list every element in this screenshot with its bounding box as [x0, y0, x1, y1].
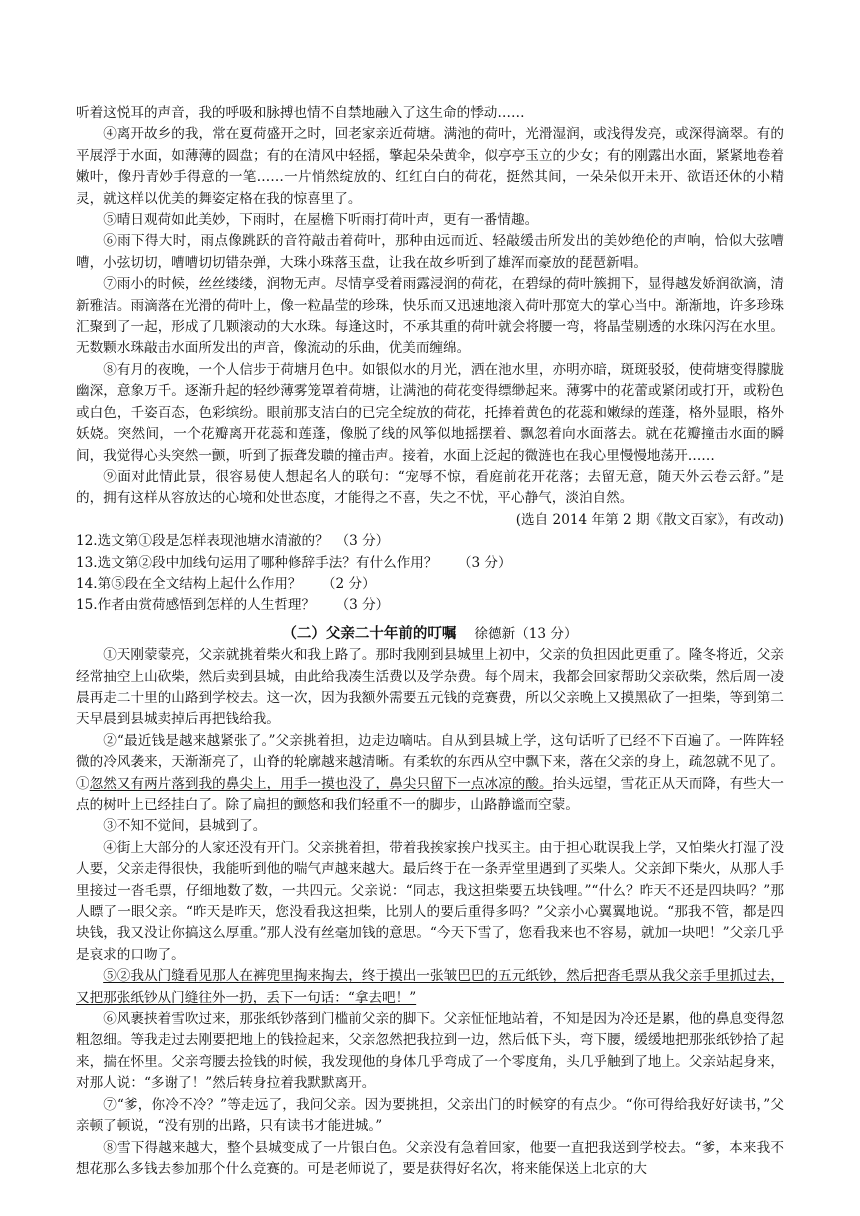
section2-title: （二）父亲二十年前的叮嘱 — [282, 625, 457, 642]
underlined-sentence-1: 忽然又有两片落到我的鼻尖上，用手一摸也没了，鼻尖只留下一点冰凉的酸。 — [89, 775, 553, 792]
passage1-paragraph-5: ⑤晴日观荷如此美妙，下雨时，在屋檐下听雨打荷叶声，更有一番情趣。 — [103, 212, 539, 229]
passage1-source-note: (选自 2014 年第 2 期《散文百家》，有改动) — [515, 511, 784, 528]
question-12: 12.选文第①段是怎样表现池塘水清澈的？ （3 分） — [76, 533, 390, 550]
passage1-paragraph-9: ⑨面对此情此景，很容易使人想起名人的联句：“宠辱不惊，看庭前花开花落；去留无意，随天外云卷云舒。”是的，拥有这样从容放达的心境和处世态度，才能得之不喜，失之不忧，平心静气，淡泊自然。 — [76, 468, 784, 507]
underlined-sentence-2-part-2: 终于摸出一张皱巴巴的五元纸钞，然后把沓毛票从我父亲手里抓过去，又把那张纸钞从门缝往外一扔，丢下一句话：“拿去吧！” — [76, 968, 784, 1006]
question-15: 15.作者由赏荷感悟到怎样的人生哲理？ （3 分） — [76, 597, 390, 614]
passage2-paragraph-2-end: 抬头远望，雪花正从天而降，有些大一点的树叶上已经挂白了。除了扁担的颤悠和我们轻重不一的脚步，山路静谧而空蒙。 — [76, 775, 785, 813]
passage2-paragraph-3: ③不知不觉间，县城到了。 — [103, 818, 267, 835]
section2-heading — [76, 624, 784, 645]
passage2-paragraph-5 — [76, 966, 784, 1009]
passage1-paragraph-continued: 听着这悦耳的声音，我的呼吸和脉搏也情不自禁地融入了这生命的悸动…… — [76, 105, 525, 121]
passage1-paragraph-6: ⑥雨下得大时，雨点像跳跃的音符敲击着荷叶，那种由远而近、轻敲缓击所发出的美妙绝伦的声响，恰似大弦嘈嘈，小弦切切，嘈嘈切切错杂弹，大珠小珠落玉盘，让我在故乡听到了雄浑而豪放的琵琶新唱。 — [76, 233, 784, 271]
passage1-paragraph-8: ⑧有月的夜晚，一个人信步于荷塘月色中。如银似水的月光，洒在池水里，亦明亦暗，斑斑驳驳，使荷塘变得朦胧幽深，意象万千。逐渐升起的轻纱薄雾笼罩着荷塘，让满池的荷花变得缥缈起来。薄雾中的花蕾或紧闭或打开，或粉色或白色，千姿百态，色彩缤纷。眼前那支洁白的已完全绽放的荷花，托捧着黄色的花蕊和嫩绿的莲蓬，格外显眼，格外妖娆。突然间，一个花瓣离开花蕊和莲蓬，像脱了线的风筝似地摇摆着、飘忽着向水面落去。就在花瓣撞击水面的瞬间，我觉得心头突然一颤，听到了振聋发聩的撞击声。接着，水面上泛起的微涟也在我心里慢慢地荡开…… — [76, 361, 784, 464]
passage2-paragraph-8: ⑧雪下得越来越大，整个县城变成了一片银白色。父亲没有急着回家，他要一直把我送到学校去。“爹，本来我不想花那么多钱去参加那个什么竞赛的。可是老师说了，要是获得好名次，将来能保送上北京的大 — [76, 1139, 784, 1177]
passage2-paragraph-7: ⑦“爹，你冷不冷？”等走远了，我问父亲。因为要挑担，父亲出门的时候穿的有点少。“你可得给我好好读书，”父亲顿了顿说，“没有别的出路，只有读书才能进城。” — [76, 1096, 784, 1135]
passage2-paragraph-2 — [76, 731, 784, 817]
passage2-paragraph-6: ⑥风裹挟着雪吹过来，那张纸钞落到门槛前父亲的脚下。父亲怔怔地站着，不知是因为冷还是累，他的鼻息变得忽粗忽细。等我走过去刚要把地上的钱捡起来，父亲忽然把我拉到一边，然后低下头，弯下腰，缓缓地把那张纸钞拾了起来，揣在怀里。父亲弯腰去捡钱的时候，我发现他的身体几乎弯成了一个零度角，头几乎触到了地上。父亲站起身来，对那人说：“多谢了！”然后转身拉着我默默离开。 — [76, 1011, 784, 1092]
section2-author-score: 徐德新（13 分） — [474, 625, 578, 642]
passage2-paragraph-2-start: ②“最近钱是越来越紧张了。”父亲挑着担，边走边嘀咕。自从到县城上学，这句话听了已经不下百遍了。一阵阵轻微的冷风袭来，天渐渐亮了，山脊的轮廓越来越清晰。有柔软的东西从空中飘下来，落在父亲的身上，疏忽就不见了。① — [76, 732, 784, 792]
passage2-paragraph-1: ①天刚蒙蒙亮，父亲就挑着柴火和我上路了。那时我刚到县城里上初中，父亲的负担因此更重了。隆冬将近，父亲经常抽空上山砍柴，然后卖到县城，由此给我凑生活费以及学杂费。每个周末，我都会回家帮助父亲砍柴，然后周一凌晨再走二十里的山路到学校去。这一次，因为我额外需要五元钱的竞赛费，所以父亲晚上又摸黑砍了一担柴，等到第二天早晨到县城卖掉后再把钱给我。 — [76, 647, 784, 728]
underlined-sentence-2-part-1: ⑤②我从门缝看见那人在裤兜里掏来掏去， — [103, 968, 362, 985]
passage2-paragraph-4: ④街上大部分的人家还没有开门。父亲挑着担，带着我挨家挨户找买主。由于担心耽误我上学，又怕柴火打湿了没人要，父亲走得很快，我能听到他的喘气声越来越大。最后终于在一条弄堂里遇到了买柴人。父亲卸下柴火，从那人手里接过一沓毛票，仔细地数了数，一共四元。父亲说：“同志，我这担柴要五块钱哩。”“什么？昨天不还是四块吗？”那人瞟了一眼父亲。“昨天是昨天，您没看我这担柴，比别人的要后重得多吗？”父亲小心翼翼地说。“那我不管，都是四块钱，我又没让你搞这么厚重。”那人没有丝毫加钱的意思。“今天下雪了，您看我来也不容易，就加一块吧！”父亲几乎是哀求的口吻了。 — [76, 839, 784, 963]
question-13: 13.选文第②段中加线句运用了哪种修辞手法？有什么作用？ （3 分） — [76, 554, 512, 571]
passage1-paragraph-7: ⑦雨小的时候，丝丝缕缕，润物无声。尽情享受着雨露浸润的荷花，在碧绿的荷叶簇拥下，显得越发娇润欲滴，清新雅洁。雨滴落在光滑的荷叶上，像一粒晶莹的珍珠，快乐而又迅速地滚入荷叶那宽大的掌心当中。渐渐地，许多珍珠汇聚到了一起，形成了几颗滚动的大水珠。每逢这时，不承其重的荷叶就会将腰一弯，将晶莹剔透的水珠闪泻在水里。无数颗水珠敲击水面所发出的声音，像流动的乐曲，优美而缠绵。 — [76, 276, 784, 357]
question-14: 14.第⑤段在全文结构上起什么作用？ （2 分） — [76, 575, 376, 592]
passage1-paragraph-4: ④离开故乡的我，常在夏荷盛开之时，回老家亲近荷塘。满池的荷叶，光滑湿润，或浅得发亮，或深得滴翠。有的平展浮于水面，如薄薄的圆盘；有的在清风中轻摇，擎起朵朵黄伞，似亭亭玉立的少女；有的刚露出水面，紧紧地卷着嫩叶，像丹青妙手得意的一笔……一片悄然绽放的、红红白白的荷花，挺然其间，一朵朵似开未开、欲语还休的小精灵，就这样以优美的舞姿定格在我的惊喜里了。 — [76, 126, 784, 207]
